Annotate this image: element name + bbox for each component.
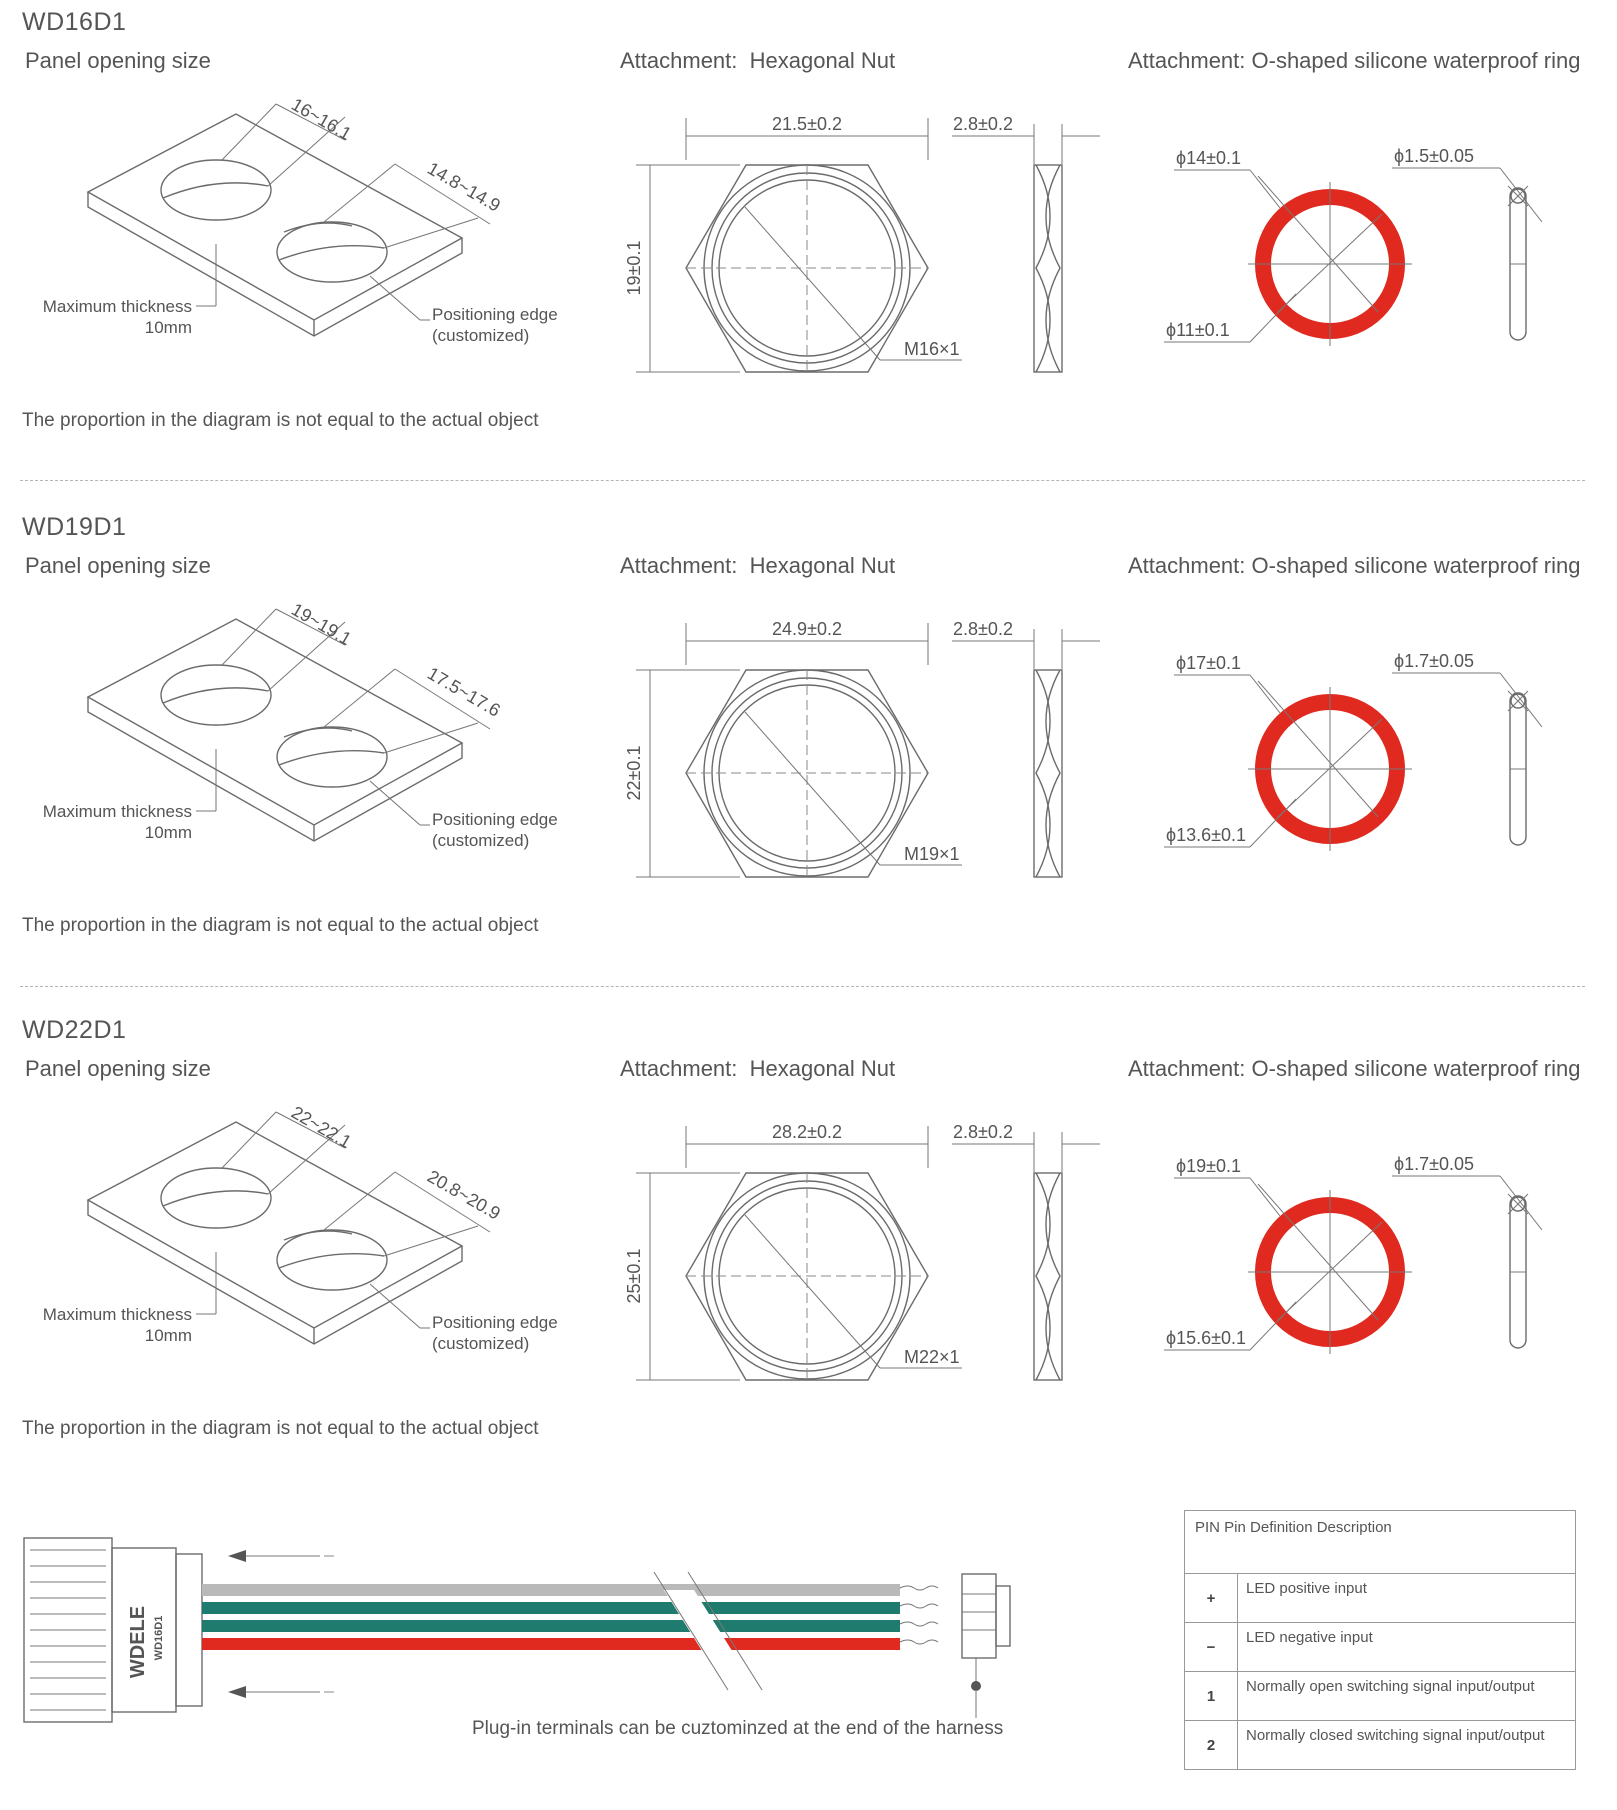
o-ring-guides (1248, 1184, 1412, 1354)
o-ring-drawing (0, 505, 1617, 885)
max-thickness-value: 10mm (144, 318, 192, 337)
harness-wires (202, 1584, 900, 1650)
max-thickness-value: 10mm (144, 1326, 192, 1345)
wire-3 (202, 1620, 900, 1632)
connector-brand: WDELE (127, 1605, 149, 1679)
ring-outer-leader (1174, 170, 1280, 208)
proportion-note: The proportion in the diagram is not equal to the actual object (22, 915, 539, 936)
ring-outer-leader (1174, 675, 1280, 713)
pin-symbol: 2 (1185, 1721, 1238, 1770)
nut-title: Attachment: Hexagonal Nut (620, 48, 896, 73)
o-ring-drawing (0, 0, 1617, 380)
pin-table-header-row (1185, 1511, 1576, 1574)
ring-inner-label: ϕ13.6±0.1 (1166, 825, 1247, 845)
nut-thickness-label: 2.8±0.2 (953, 114, 1013, 134)
positioning-sub: (customized) (432, 831, 530, 850)
nut-title: Attachment: Hexagonal Nut (620, 1056, 896, 1081)
harness-caption: Plug-in terminals can be cuztominzed at the end of the harness (472, 1718, 1004, 1739)
positioning-label: Positioning edge (432, 1313, 558, 1332)
model-section (0, 505, 1617, 985)
pin-symbol: + (1185, 1574, 1238, 1623)
nut-thread-label: M19×1 (904, 844, 960, 864)
connector-body (24, 1538, 202, 1722)
max-thickness-label: Maximum thickness (42, 802, 192, 821)
model-section (0, 0, 1617, 480)
pin-description: Normally open switching signal input/output (1238, 1672, 1576, 1721)
pin-definition-table (1184, 1510, 1576, 1770)
hole-small-dim: 20.8~20.9 (424, 1166, 504, 1224)
ring-cross-section (1508, 1194, 1528, 1348)
positioning-label: Positioning edge (432, 305, 558, 324)
pin-row (1185, 1623, 1576, 1672)
pin-row (1185, 1721, 1576, 1770)
wire-2 (202, 1602, 900, 1614)
nut-title: Attachment: Hexagonal Nut (620, 553, 896, 578)
hole-small-dim: 17.5~17.6 (424, 663, 504, 721)
proportion-note: The proportion in the diagram is not equal to the actual object (22, 1418, 539, 1439)
hole-small-dim: 14.8~14.9 (424, 158, 504, 216)
o-ring-guides (1248, 681, 1412, 851)
max-thickness-label: Maximum thickness (42, 1305, 192, 1324)
model-title: WD22D1 (22, 1016, 127, 1044)
ring-title: Attachment: O-shaped silicone waterproof ring (1128, 1056, 1581, 1081)
model-title: WD19D1 (22, 513, 127, 541)
terminal-plug (900, 1574, 1010, 1718)
panel-opening-title: Panel opening size (25, 553, 211, 578)
ring-title: Attachment: O-shaped silicone waterproof ring (1128, 48, 1581, 73)
ring-inner-label: ϕ15.6±0.1 (1166, 1328, 1247, 1348)
model-section (0, 1008, 1617, 1488)
nut-width-label: 28.2±0.2 (772, 1122, 842, 1142)
nut-thread-label: M16×1 (904, 339, 960, 359)
positioning-sub: (customized) (432, 1334, 530, 1353)
wire-1 (202, 1584, 900, 1596)
hole-large-dim: 19~19.1 (288, 599, 355, 650)
panel-opening-title: Panel opening size (25, 1056, 211, 1081)
nut-width-label: 24.9±0.2 (772, 619, 842, 639)
nut-thickness-label: 2.8±0.2 (953, 1122, 1013, 1142)
wire-4 (202, 1638, 900, 1650)
nut-height-label: 19±0.1 (624, 240, 644, 296)
max-thickness-label: Maximum thickness (42, 297, 192, 316)
pin-symbol: 1 (1185, 1672, 1238, 1721)
ring-inner-label: ϕ11±0.1 (1166, 320, 1230, 340)
nut-height-label: 22±0.1 (624, 745, 644, 801)
nut-width-label: 21.5±0.2 (772, 114, 842, 134)
max-thickness-value: 10mm (144, 823, 192, 842)
ring-outer-label: ϕ19±0.1 (1176, 1156, 1242, 1176)
ring-cross-label: ϕ1.7±0.05 (1394, 651, 1475, 671)
pin-row (1185, 1574, 1576, 1623)
separator-1 (20, 480, 1585, 481)
positioning-sub: (customized) (432, 326, 530, 345)
nut-thickness-label: 2.8±0.2 (953, 619, 1013, 639)
model-title: WD16D1 (22, 8, 127, 36)
pin-row (1185, 1672, 1576, 1721)
pin-description: Normally closed switching signal input/output (1238, 1721, 1576, 1770)
ring-cross-section (1508, 691, 1528, 845)
pin-description: LED negative input (1238, 1623, 1576, 1672)
pin-description: LED positive input (1238, 1574, 1576, 1623)
ring-cross-label: ϕ1.7±0.05 (1394, 1154, 1475, 1174)
ring-cross-section (1508, 186, 1528, 340)
proportion-note: The proportion in the diagram is not equal to the actual object (22, 410, 539, 431)
ring-outer-label: ϕ17±0.1 (1176, 653, 1242, 673)
nut-height-label: 25±0.1 (624, 1248, 644, 1304)
hole-large-dim: 22~22.1 (288, 1102, 355, 1153)
harness-drawing (0, 1490, 1060, 1750)
ring-outer-leader (1174, 1178, 1280, 1216)
pin-symbol: − (1185, 1623, 1238, 1672)
pin-table-header: PIN Pin Definition Description (1185, 1511, 1576, 1574)
ring-title: Attachment: O-shaped silicone waterproof ring (1128, 553, 1581, 578)
nut-thread-label: M22×1 (904, 1347, 960, 1367)
o-ring-guides (1248, 176, 1412, 346)
o-ring-drawing (0, 1008, 1617, 1388)
panel-opening-title: Panel opening size (25, 48, 211, 73)
ring-cross-label: ϕ1.5±0.05 (1394, 146, 1475, 166)
hole-large-dim: 16~16.1 (288, 94, 355, 145)
ring-outer-label: ϕ14±0.1 (1176, 148, 1242, 168)
connector-model: WD16D1 (153, 1615, 165, 1661)
positioning-label: Positioning edge (432, 810, 558, 829)
separator-2 (20, 986, 1585, 987)
